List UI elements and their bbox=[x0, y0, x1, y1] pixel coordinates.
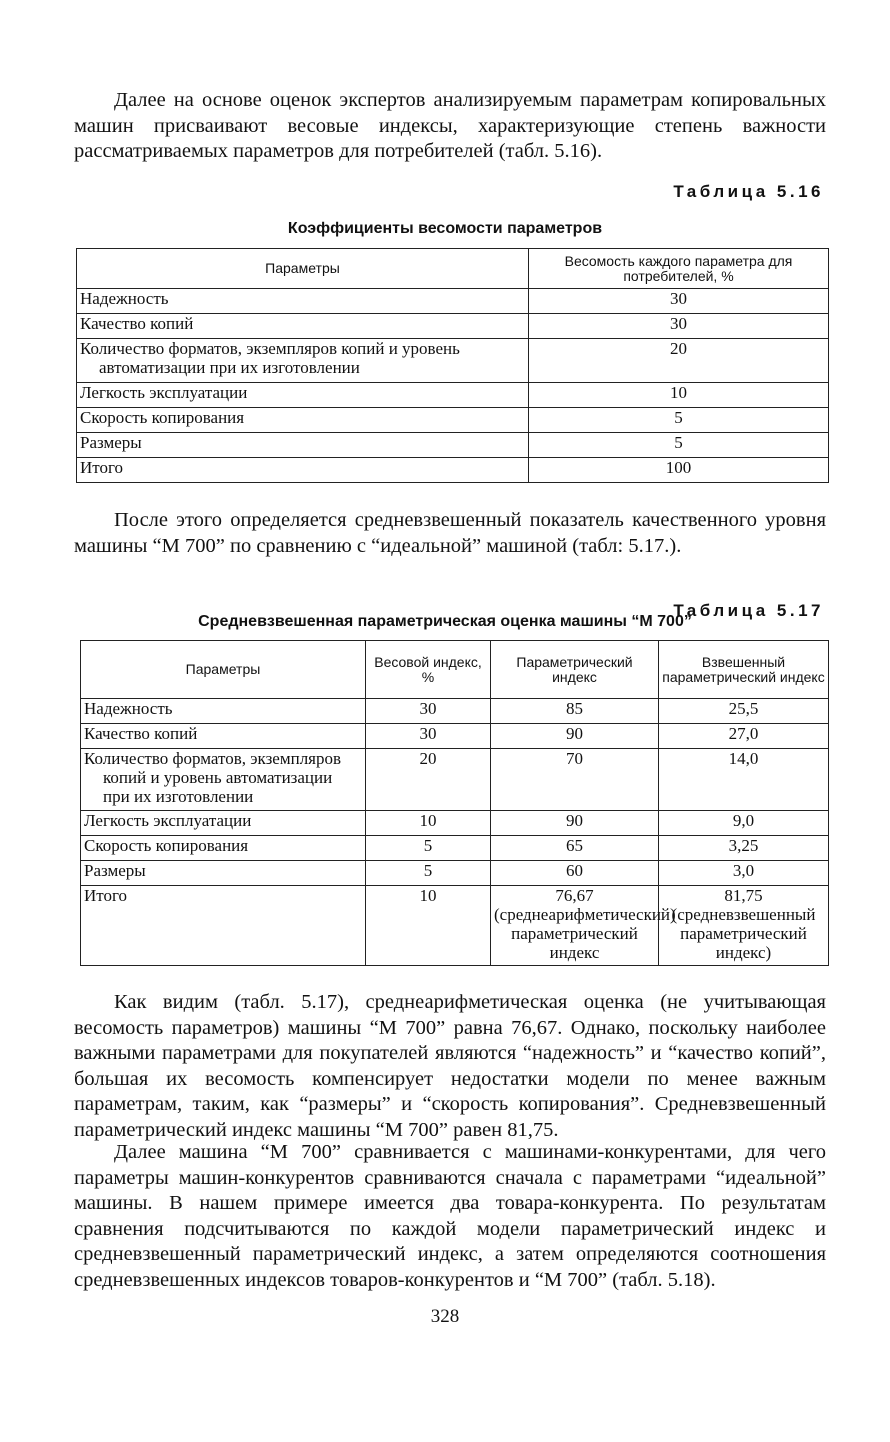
table-total-row bbox=[81, 886, 829, 966]
table-5-17 bbox=[80, 640, 829, 966]
parameter-cell: Итого bbox=[77, 458, 529, 483]
weight-cell: 10 bbox=[366, 886, 491, 966]
table-row bbox=[81, 861, 829, 886]
parameter-cell: Легкость эксплуатации bbox=[77, 383, 529, 408]
value-cell: 100 bbox=[529, 458, 829, 483]
comparison-paragraph: Далее машина “М 700” сравнивается с машинами-конкурентами, для чего параметры машин-конкурентов сравниваются сначала с параметрами “идеальной” машины. В нашем примере имеется два товара-конкурента. По результатам сравнения подсчитываются по каждой модели параметрический индекс и средневзвешенный параметрический индекс, а затем определяются соотношения средневзвешенных индексов товаров-конкурентов и “М 700” (табл. 5.18). bbox=[74, 1141, 826, 1291]
table-row bbox=[81, 724, 829, 749]
weighted-index-cell: 27,0 bbox=[659, 724, 829, 749]
parameter-cell: Легкость эксплуатации bbox=[81, 811, 366, 836]
parameter-cell: Количество форматов, экземпляров копий и уровень автоматизации при их изготовлении bbox=[77, 339, 529, 383]
weighted-index-cell: 3,0 bbox=[659, 861, 829, 886]
table-5-17-caption: Средневзвешенная параметрическая оценка машины “М 700” bbox=[198, 613, 692, 630]
parameter-cell: Размеры bbox=[81, 861, 366, 886]
column-header: Параметры bbox=[77, 249, 529, 289]
page-number: 328 bbox=[430, 1306, 460, 1327]
column-header: Весовой индекс, % bbox=[366, 641, 491, 699]
table-row bbox=[77, 289, 829, 314]
index-cell: 90 bbox=[491, 811, 659, 836]
table-row bbox=[77, 408, 829, 433]
weight-cell: 20 bbox=[366, 749, 491, 811]
table-row bbox=[81, 811, 829, 836]
weight-cell: 5 bbox=[366, 836, 491, 861]
value-cell: 30 bbox=[529, 289, 829, 314]
column-header: Весомость каждого параметра для потребителей, % bbox=[529, 249, 829, 289]
value-cell: 5 bbox=[529, 433, 829, 458]
value-cell: 30 bbox=[529, 314, 829, 339]
table-row bbox=[77, 383, 829, 408]
parameter-cell: Итого bbox=[81, 886, 366, 966]
table-5-16 bbox=[76, 248, 829, 483]
value-cell: 20 bbox=[529, 339, 829, 383]
parameter-cell: Скорость копирования bbox=[77, 408, 529, 433]
value-cell: 10 bbox=[529, 383, 829, 408]
table-row bbox=[81, 749, 829, 811]
weighted-index-cell: 81,75 (средневзвешенный параметрический индекс) bbox=[659, 886, 829, 966]
table-header-row bbox=[81, 641, 829, 699]
parameter-cell: Качество копий bbox=[81, 724, 366, 749]
index-cell: 90 bbox=[491, 724, 659, 749]
table-row bbox=[81, 836, 829, 861]
weighted-index-cell: 14,0 bbox=[659, 749, 829, 811]
weighted-index-cell: 3,25 bbox=[659, 836, 829, 861]
weight-cell: 30 bbox=[366, 724, 491, 749]
table-total-row bbox=[77, 458, 829, 483]
table-5-16-caption: Коэффициенты весомости параметров bbox=[287, 220, 603, 237]
parameter-cell: Надежность bbox=[77, 289, 529, 314]
table-row bbox=[77, 314, 829, 339]
value-cell: 5 bbox=[529, 408, 829, 433]
table-row bbox=[77, 433, 829, 458]
parameter-cell: Скорость копирования bbox=[81, 836, 366, 861]
column-header: Параметрический индекс bbox=[491, 641, 659, 699]
intro-paragraph: Далее на основе оценок экспертов анализируемым параметрам копировальных машин присваивают весовые индексы, характеризующие степень важности рассматриваемых параметров для потребителей (табл. 5.16). bbox=[74, 89, 826, 162]
parameter-cell: Качество копий bbox=[77, 314, 529, 339]
table-row bbox=[77, 339, 829, 383]
weight-cell: 30 bbox=[366, 699, 491, 724]
weight-cell: 10 bbox=[366, 811, 491, 836]
weight-cell: 5 bbox=[366, 861, 491, 886]
table-5-17-number: Таблица 5.17 bbox=[673, 601, 824, 620]
analysis-paragraph: Как видим (табл. 5.17), среднеарифметическая оценка (не учитывающая весомость параметров) машины “М 700” равна 76,67. Однако, поскольку наиболее важными параметрами для покупателей являются “надежность” и “качество копий”, большая их весомость компенсирует недостатки модели по менее важным параметрам, таким, как “размеры” и “скорость копирования”. Средневзвешенный параметрический индекс машины “М 700” равен 81,75. bbox=[74, 991, 826, 1141]
table-header-row bbox=[77, 249, 829, 289]
index-cell: 76,67 (среднеарифметический) параметрический индекс bbox=[491, 886, 659, 966]
index-cell: 65 bbox=[491, 836, 659, 861]
weighted-index-cell: 25,5 bbox=[659, 699, 829, 724]
second-paragraph: После этого определяется средневзвешенный показатель качественного уровня машины “М 700” по сравнению с “идеальной” машиной (табл: 5.17.). bbox=[74, 509, 826, 557]
index-cell: 70 bbox=[491, 749, 659, 811]
index-cell: 85 bbox=[491, 699, 659, 724]
weighted-index-cell: 9,0 bbox=[659, 811, 829, 836]
parameter-cell: Надежность bbox=[81, 699, 366, 724]
index-cell: 60 bbox=[491, 861, 659, 886]
column-header: Параметры bbox=[81, 641, 366, 699]
table-row bbox=[81, 699, 829, 724]
table-5-16-number: Таблица 5.16 bbox=[673, 182, 824, 201]
parameter-cell: Количество форматов, экземпляров копий и уровень автоматизации при их изготовлении bbox=[81, 749, 366, 811]
column-header: Взвешенный параметрический индекс bbox=[659, 641, 829, 699]
parameter-cell: Размеры bbox=[77, 433, 529, 458]
